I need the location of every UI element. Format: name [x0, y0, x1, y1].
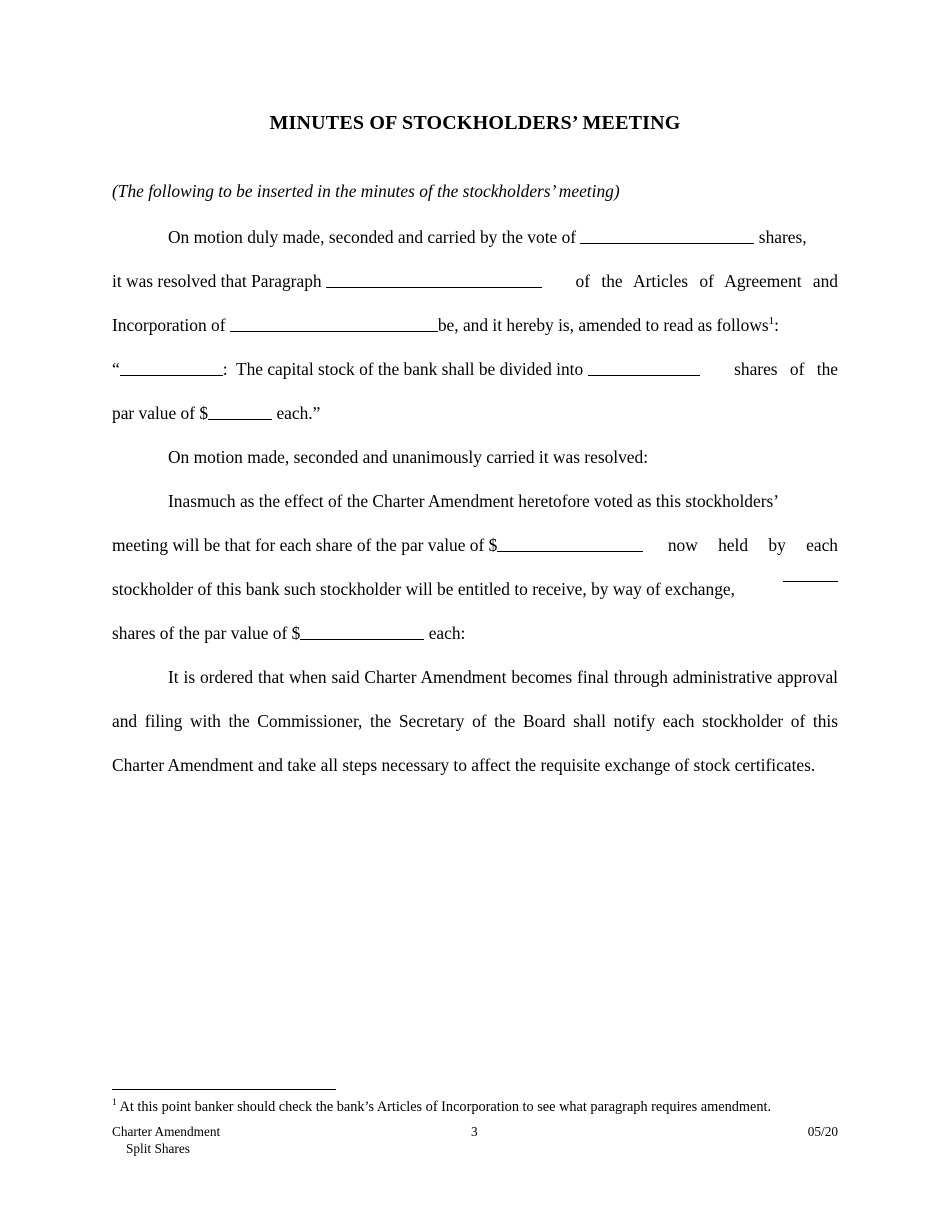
vote-shares-blank[interactable]: [580, 229, 754, 244]
para1-line5: par value of $ each.”: [112, 403, 321, 423]
exchange-shares-blank[interactable]: [783, 567, 838, 582]
para2: On motion made, seconded and unanimously carried it was resolved:: [168, 447, 649, 467]
article-number-blank[interactable]: [120, 361, 223, 376]
para1-line2: it was resolved that Paragraph of the Articles of Agreement and: [112, 271, 838, 291]
para4: It is ordered that when said Charter Amendment becomes final through administrative approval and filing with the Commissioner, the Secretary of the Board shall notify each stockholder of this Charter Amendment and take all steps necessary to affect the requisite exchange of stock certificates.: [112, 667, 838, 775]
page-number: 3: [471, 1124, 478, 1139]
new-par-value-blank[interactable]: [300, 625, 424, 640]
old-par-value-blank[interactable]: [497, 537, 643, 552]
minutes-body: [112, 215, 838, 787]
para1-line3: Incorporation of be, and it hereby is, amended to read as follows$^1$:: [112, 315, 779, 335]
paragraph-number-blank[interactable]: [326, 273, 542, 288]
footer-date-code: 05/20: [807, 1124, 838, 1139]
para3-line2: meeting will be that for each share of the par value of $ now held by each: [112, 535, 838, 555]
para3-line3: stockholder of this bank such stockholder will be entitled to receive, by way of exchange,: [112, 567, 838, 611]
insertion-instruction: (The following to be inserted in the minutes of the stockholders’ meeting): [112, 181, 620, 201]
document-title: MINUTES OF STOCKHOLDERS’ MEETING: [269, 112, 681, 134]
para1-line4: “ : The capital stock of the bank shall be divided into shares of the: [112, 359, 838, 379]
footer-doc-name: Charter Amendment: [112, 1124, 221, 1139]
footnote-text: At this point banker should check the bank’s Articles of Incorporation to see what paragraph requires amendment.: [119, 1099, 772, 1115]
para3-line1: Inasmuch as the effect of the Charter Amendment heretofore voted as this stockholders’: [168, 491, 780, 511]
footnote-divider: [112, 1089, 336, 1090]
para1-line1: On motion duly made, seconded and carried by the vote of shares,: [168, 227, 807, 247]
para3-line4: shares of the par value of $ each:: [112, 623, 466, 643]
divided-shares-blank[interactable]: [588, 361, 700, 376]
par-value-blank[interactable]: [208, 405, 272, 420]
footnote-ref[interactable]: 1: [768, 315, 775, 327]
incorporation-blank[interactable]: [230, 317, 438, 332]
footnote: [112, 1099, 771, 1116]
footnote-marker: 1: [112, 1098, 117, 1108]
footer-doc-subtitle: Split Shares: [126, 1141, 190, 1156]
